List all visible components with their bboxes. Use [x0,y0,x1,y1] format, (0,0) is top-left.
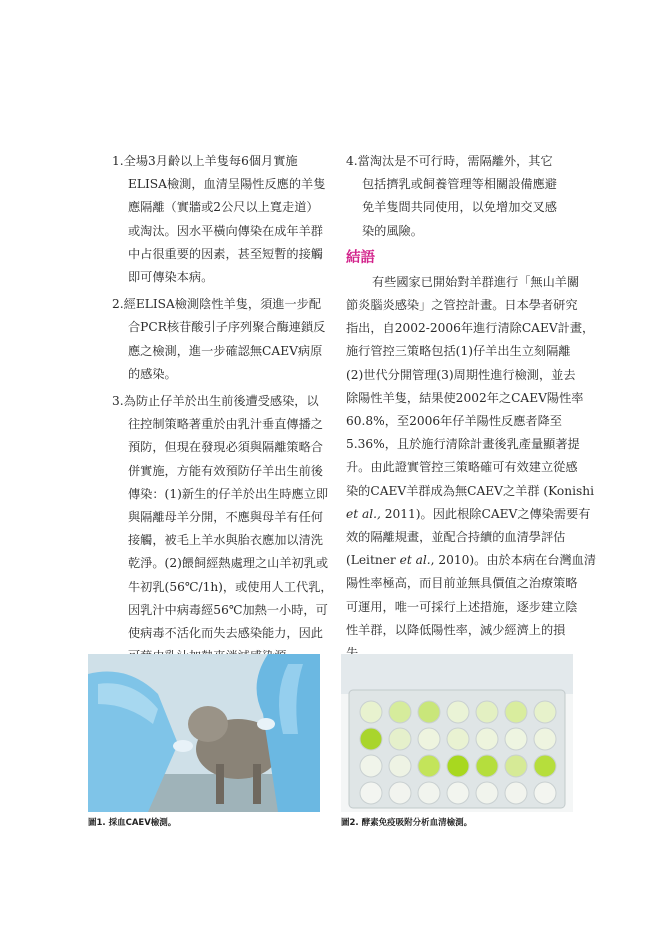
item-number: 4. [346,154,358,168]
para-line: 除陽性羊隻，結果使2002年之CAEV陽性率 [346,390,584,405]
elisa-well [505,782,527,804]
elisa-well [505,755,527,777]
item-line: 為防止仔羊於出生前後遭受感染，以 [123,394,319,409]
figure-2-caption: 圖2. 酵素免疫吸附分析血清檢測。 [341,818,473,828]
elisa-well [447,701,469,723]
para-line [346,549,597,572]
blood-sampling-illustration [88,654,320,812]
citation-et-al: et al. [399,553,431,568]
elisa-well [476,755,498,777]
item-line: 免羊隻間共同使用，以免增加交叉感 [362,200,557,215]
item-line: 的感染。 [128,366,177,381]
item-number: 1. [112,154,124,168]
item-line: 併實施，方能有效預防仔羊出生前後 [128,463,323,478]
para-line: 陽性率極高，而目前並無具價值之治療策略 [346,576,578,591]
para-line: (2)世代分開管理(3)周期性進行檢測，並去 [346,367,576,382]
elisa-well [389,701,411,723]
elisa-well [476,701,498,723]
item-line: 應之檢測，進一步確認無CAEV病原 [128,343,323,358]
item-line: 因乳汁中病毒經56℃加熱一小時，可 [128,602,328,617]
elisa-well [418,701,440,723]
para-line: 有些國家已開始對羊群進行「無山羊關 [372,274,580,289]
list-item-2 [112,293,332,386]
item-line: 全場3月齡以上羊隻每6個月實施 [123,154,298,168]
para-line: 可運用，唯一可採行上述措施，逐步建立陰 [346,599,578,614]
elisa-well [389,755,411,777]
elisa-well [476,728,498,750]
elisa-well [534,755,556,777]
elisa-well [418,728,440,750]
figure-elisa-plate-photo [341,654,573,812]
item-line: 使病毒不活化而失去感染能力，因此 [128,626,323,641]
para-line: 效的隔離規畫，並配合持續的血清學評估 [346,530,566,545]
item-line: 染的風險。 [362,223,423,238]
para-line-rest: , 2010)。由於本病在台灣血清 [430,553,597,568]
elisa-well [360,728,382,750]
elisa-well [389,782,411,804]
elisa-well [389,728,411,750]
item-line: 應隔離（實牆或2公尺以上寬走道） [128,200,319,215]
elisa-well [360,701,382,723]
item-line: 或淘汰。因水平橫向傳染在成年羊群 [128,223,323,238]
item-line: 傳染：(1)新生的仔羊於出生時應立即 [128,486,329,501]
elisa-well [447,728,469,750]
conclusion-paragraph [346,271,597,665]
para-line [346,503,591,526]
item-line: 合PCR核苷酸引子序列聚合酶連鎖反 [128,320,326,335]
section-heading-conclusion: 結語 [346,249,375,266]
list-item-3 [112,390,332,668]
para-line: 60.8%，至2006年仔羊陽性反應者降至 [346,414,562,429]
elisa-well [476,782,498,804]
item-number: 2. [112,297,124,312]
elisa-well [505,701,527,723]
item-line: 經ELISA檢測陰性羊隻，須進一步配 [123,297,322,312]
right-column [346,150,597,665]
para-line: 升。由此證實管控三策略確可有效建立從感 [346,460,578,475]
elisa-well [360,755,382,777]
figure-1-caption: 圖1. 採血CAEV檢測。 [88,818,177,828]
para-line: 5.36%，且於施行清除計畫後乳產量顯著提 [346,437,580,452]
para-line-rest: 2011)。因此根除CAEV之傳染需要有 [380,506,591,521]
elisa-well [534,782,556,804]
citation-author: (Leitner [346,553,400,568]
para-line: 性羊群，以降低陽性率，減少經濟上的損 [346,622,566,637]
item-line: 牛初乳(56℃/1h)，或使用人工代乳， [128,579,333,594]
figure-blood-sampling-photo [88,654,320,812]
item-line: 包括擠乳或飼養管理等相關設備應避 [362,177,557,192]
list-item-4 [346,150,576,243]
list-item-1 [112,150,332,289]
item-line: 與隔離母羊分開，不應與母羊有任何 [128,510,323,525]
citation-et-al: et al., [346,506,381,521]
elisa-well [360,782,382,804]
item-line: 中占很重要的因素，甚至短暫的接觸 [128,246,323,261]
para-line: 染的CAEV羊群成為無CAEV之羊群 (Konishi [346,483,595,498]
item-line: 預防，但現在發現必須與隔離策略合 [128,440,323,455]
item-line: ELISA檢測，血清呈陽性反應的羊隻 [128,177,326,192]
item-number: 3. [112,394,124,409]
item-line: 乾淨。(2)餵飼經熱處理之山羊初乳或 [128,556,329,571]
elisa-well [505,728,527,750]
item-line: 當淘汰是不可行時，需隔離外，其它 [357,154,553,168]
item-line: 即可傳染本病。 [128,270,214,285]
item-line: 往控制策略著重於由乳汁垂直傳播之 [128,417,323,432]
elisa-well [534,728,556,750]
left-column [112,150,332,672]
para-line: 施行管控三策略包括(1)仔羊出生立刻隔離 [346,344,571,359]
para-line: 指出，自2002-2006年進行清除CAEV計畫， [346,321,595,336]
elisa-well [447,755,469,777]
elisa-well [418,782,440,804]
elisa-well [447,782,469,804]
item-line: 接觸，被毛上羊水與胎衣應加以清洗 [128,533,323,548]
elisa-plate-illustration [341,654,573,812]
para-line: 節炎腦炎感染」之管控計畫。日本學者研究 [346,298,578,313]
elisa-well [418,755,440,777]
elisa-well [534,701,556,723]
